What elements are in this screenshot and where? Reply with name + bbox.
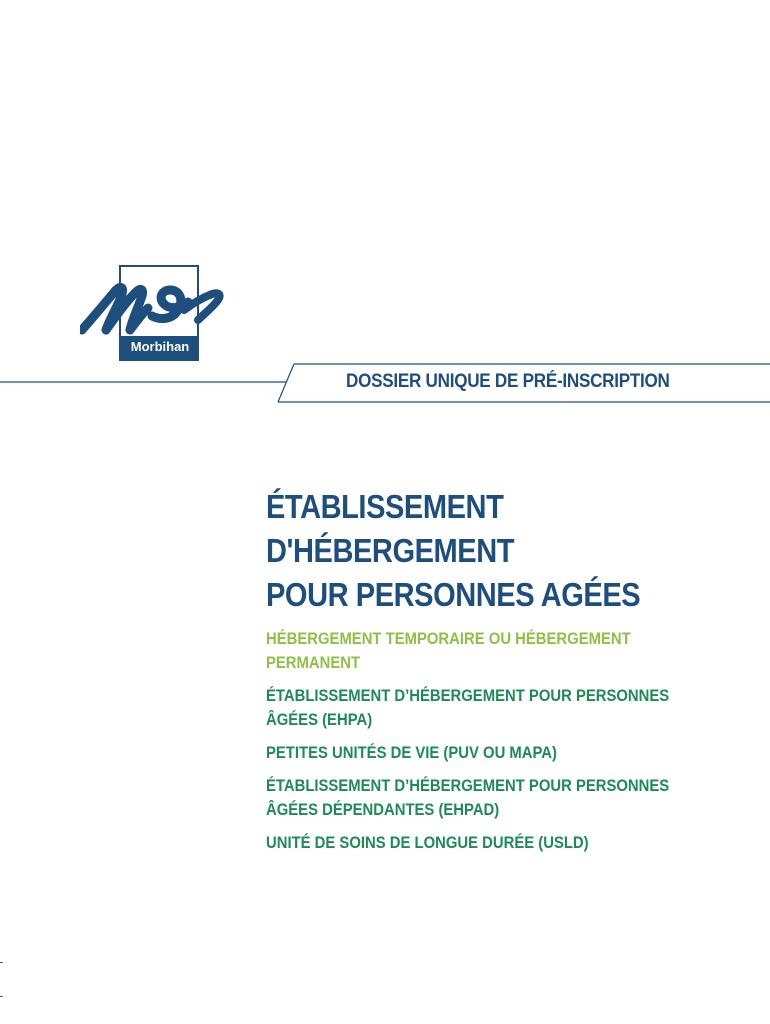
page-title [266, 485, 759, 617]
logo-label: Morbihan [130, 339, 190, 354]
title-line-2: D'HÉBERGEMENT [266, 532, 515, 569]
crop-mark [0, 996, 3, 997]
morbihan-logo [80, 264, 228, 362]
list-item-usld: UNITÉ DE SOINS DE LONGUE DURÉE (USLD) [266, 834, 589, 852]
subtitle-hebergement: HÉBERGEMENT TEMPORAIRE OU HÉBERGEMENT PERMANENT [266, 630, 631, 672]
title-line-1: ÉTABLISSEMENT [266, 488, 504, 525]
crop-mark [0, 962, 3, 963]
main-content [266, 485, 756, 864]
list-item-puv: PETITES UNITÉS DE VIE (PUV OU MAPA) [266, 744, 557, 762]
list-item-ehpa: ÉTABLISSEMENT D’HÉBERGEMENT POUR PERSONNES ÂGÉES (EHPA) [266, 687, 670, 729]
title-line-3: POUR PERSONNES AGÉES [266, 576, 641, 613]
list-item-ehpad: ÉTABLISSEMENT D’HÉBERGEMENT POUR PERSONNES ÂGÉES DÉPENDANTES (EHPAD) [266, 777, 670, 819]
establishment-type-list [266, 627, 756, 855]
dossier-title: DOSSIER UNIQUE DE PRÉ-INSCRIPTION [346, 371, 670, 392]
